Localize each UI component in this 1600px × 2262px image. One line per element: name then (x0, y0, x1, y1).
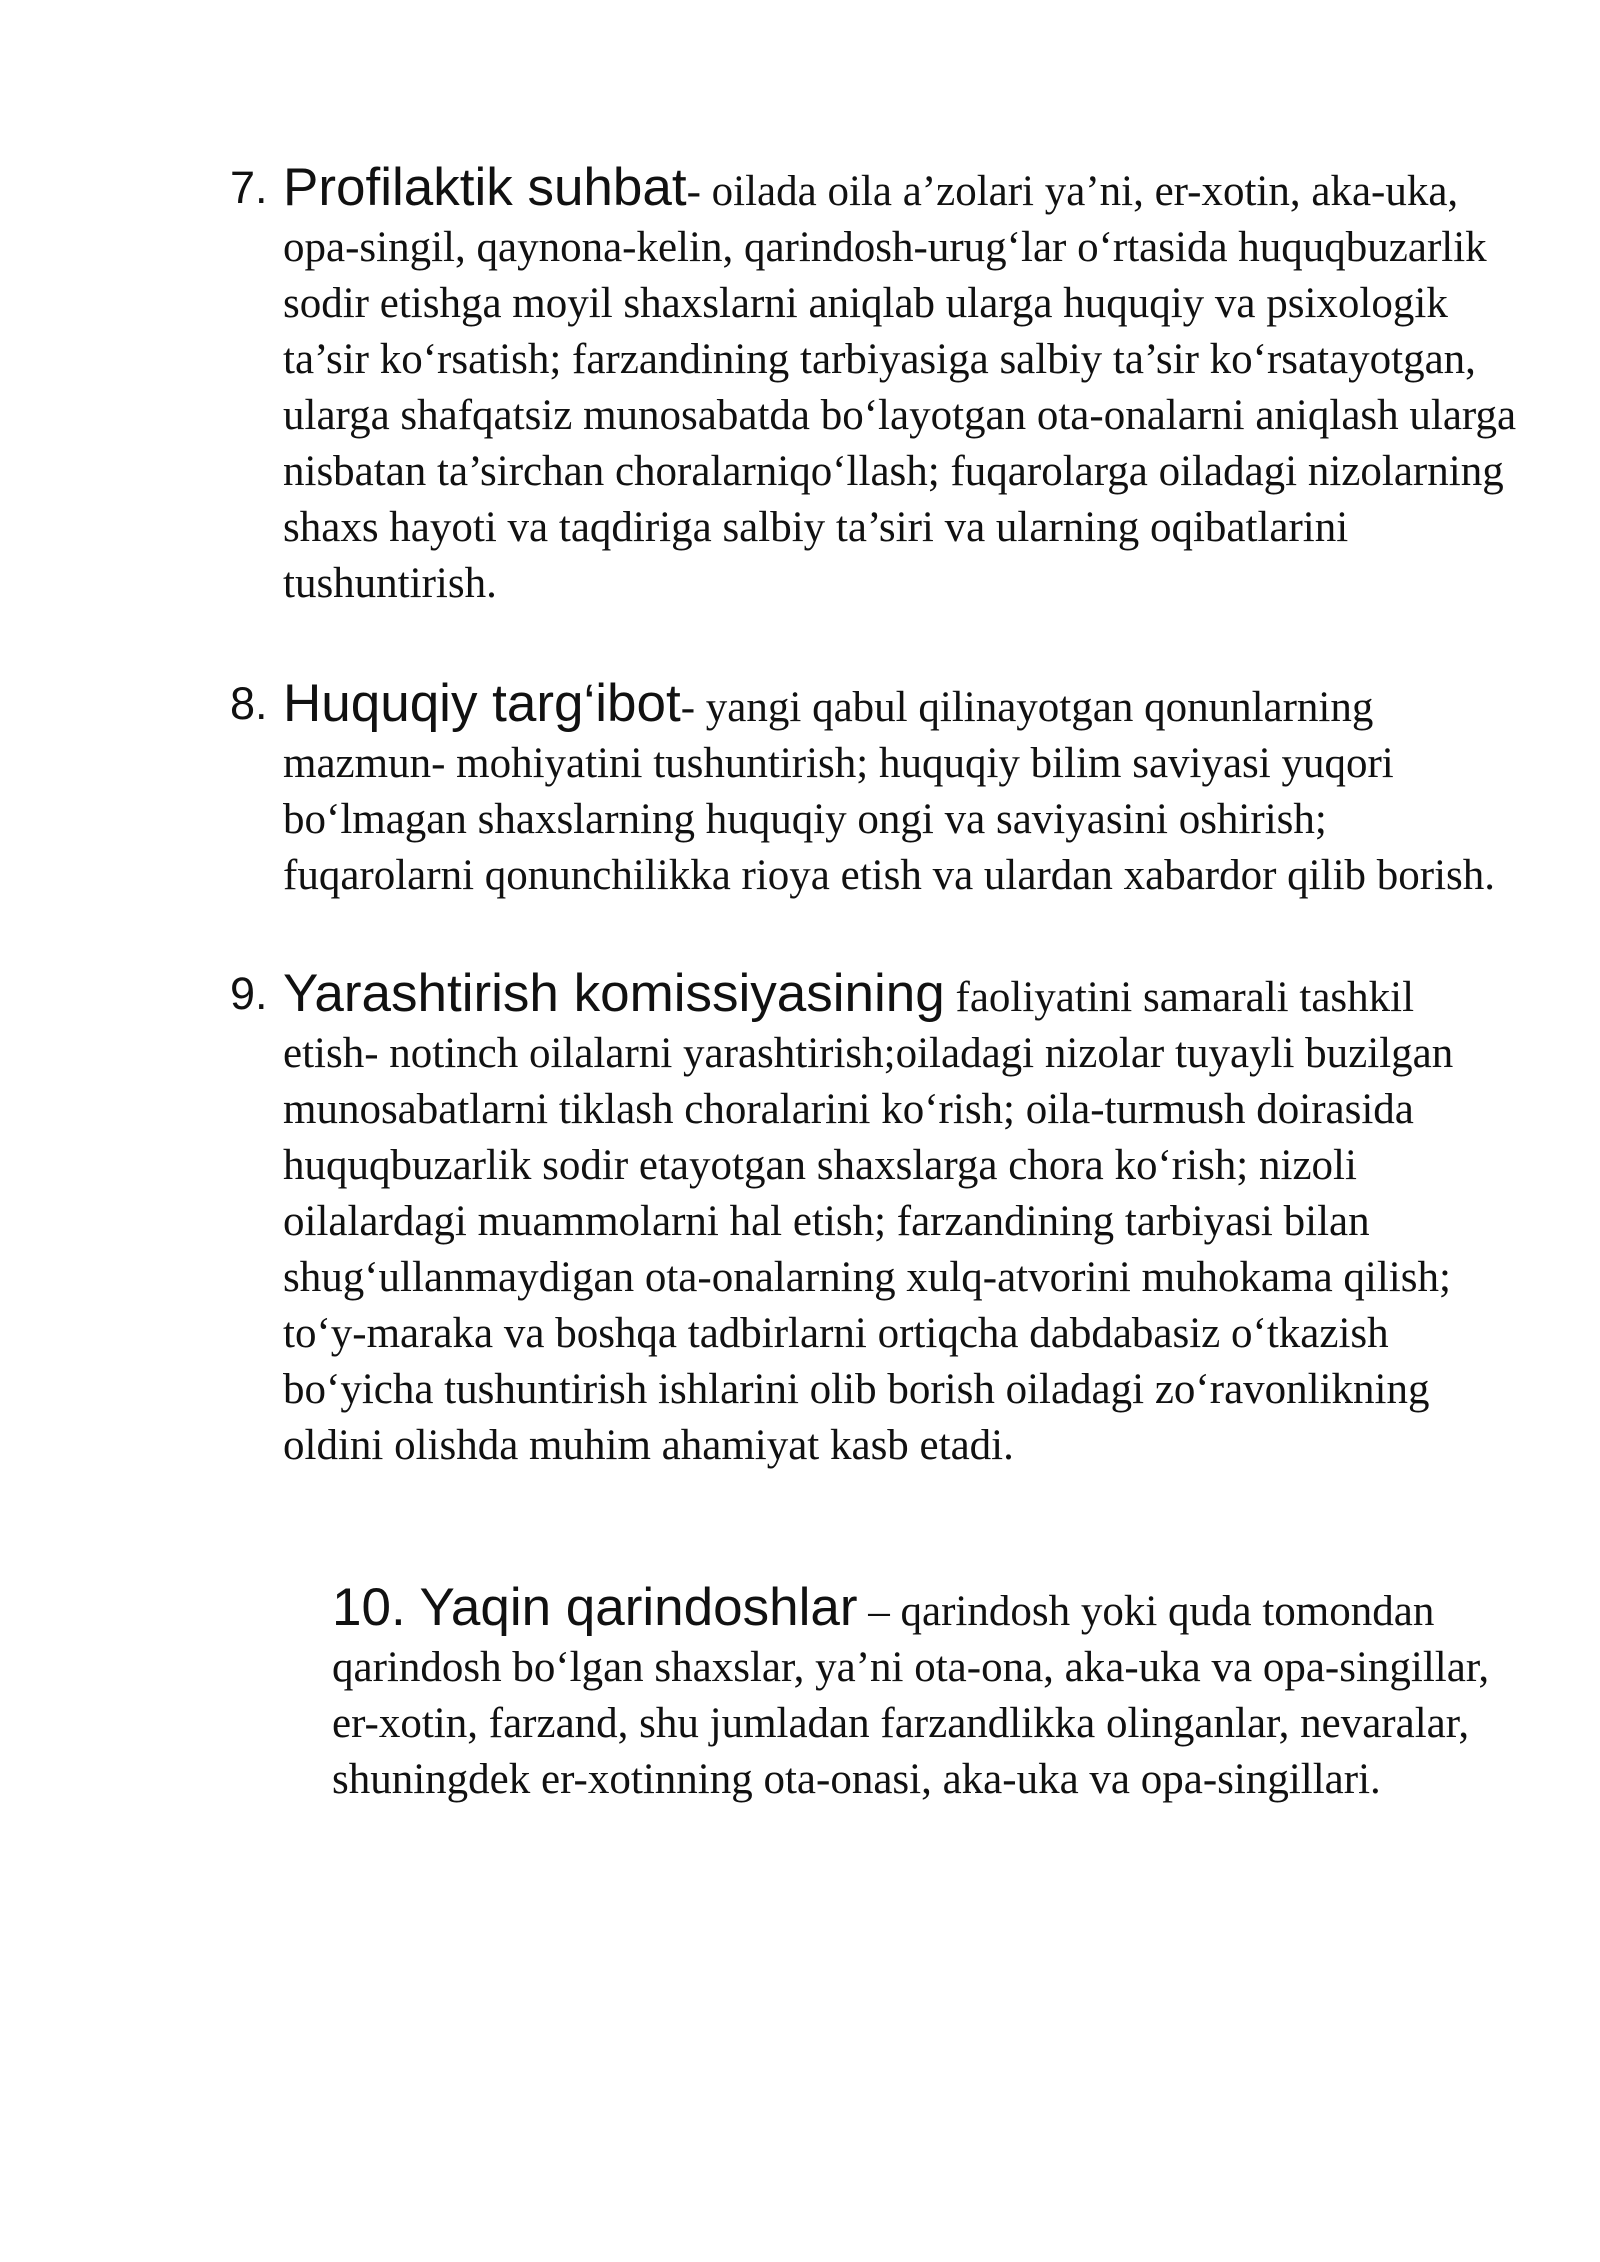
item-text: - yangi qabul qilinayotgan qonunlarning mazmun- mohiyatini tushuntirish; huquqiy bilim saviyasi yuqori bo‘lmagan shaxslarning huquqiy ongi va saviyasini oshirish; fuqarolarni qonunchilikka rioya etish va ulardan xabardor qilib borish. (283, 684, 1496, 899)
item-term: Yarashtirish komissiyasining (283, 964, 945, 1023)
item-10-text: – qarindosh yoki quda tomondan qarindosh bo‘lgan shaxslar, ya’ni ota-ona, aka-uka va opa-singillar, er-xotin, farzand, shu jumladan farzandlikka olinganlar, nevaralar, shuningdek er-xotinning ota-onasi, aka-uka va opa-singillari. (332, 1588, 1490, 1803)
item-text: faoliyatini samarali tashkil etish- notinch oilalarni yarashtirish;oiladagi nizolar tuyayli buzilgan munosabatlarni tiklash choralarini ko‘rish; oila-turmush doirasida huquqbuzarlik sodir etayotgan shaxslarga chora ko‘rish; nizoli oilalardagi muammolarni hal etish; farzandining tarbiyasi bilan shug‘ullanmaydigan ota-onalarning xulq-atvorini muhokama qilish; to‘y-maraka va boshqa tadbirlarni ortiqcha dabdabasiz o‘tkazish bo‘yicha tushuntirish ishlarini olib borish oiladagi zo‘ravonlikning oldini olishda muhim ahamiyat kasb etadi. (283, 974, 1454, 1469)
item-number: 8. (230, 678, 268, 729)
list-item-10 (332, 1580, 1522, 1808)
list-item (230, 676, 1520, 904)
item-term: Huquqiy targ‘ibot (283, 674, 681, 733)
item-term: Profilaktik suhbat (283, 158, 687, 217)
item-number: 7. (230, 162, 268, 213)
item-body (283, 966, 1520, 1474)
item-body (283, 160, 1520, 612)
item-body (283, 676, 1520, 904)
list-item (230, 966, 1520, 1474)
item-10-heading: 10. Yaqin qarindoshlar (332, 1578, 858, 1637)
item-number: 9. (230, 968, 268, 1019)
item-text: - oilada oila a’zolari ya’ni, er-xotin, aka-uka, opa-singil, qaynona-kelin, qarindosh-urug‘lar o‘rtasida huquqbuzarlik sodir etishga moyil shaxslarni aniqlab ularga huquqiy va psixologik ta’sir ko‘rsatish; farzandining tarbiyasiga salbiy ta’sir ko‘rsatayotgan, ularga shafqatsiz munosabatda bo‘layotgan ota-onalarni aniqlash ularga nisbatan ta’sirchan choralarniqo‘llash; fuqarolarga oiladagi nizolarning shaxs hayoti va taqdiriga salbiy ta’siri va ularning oqibatlarini tushuntirish. (283, 168, 1517, 607)
list-item (230, 160, 1520, 612)
